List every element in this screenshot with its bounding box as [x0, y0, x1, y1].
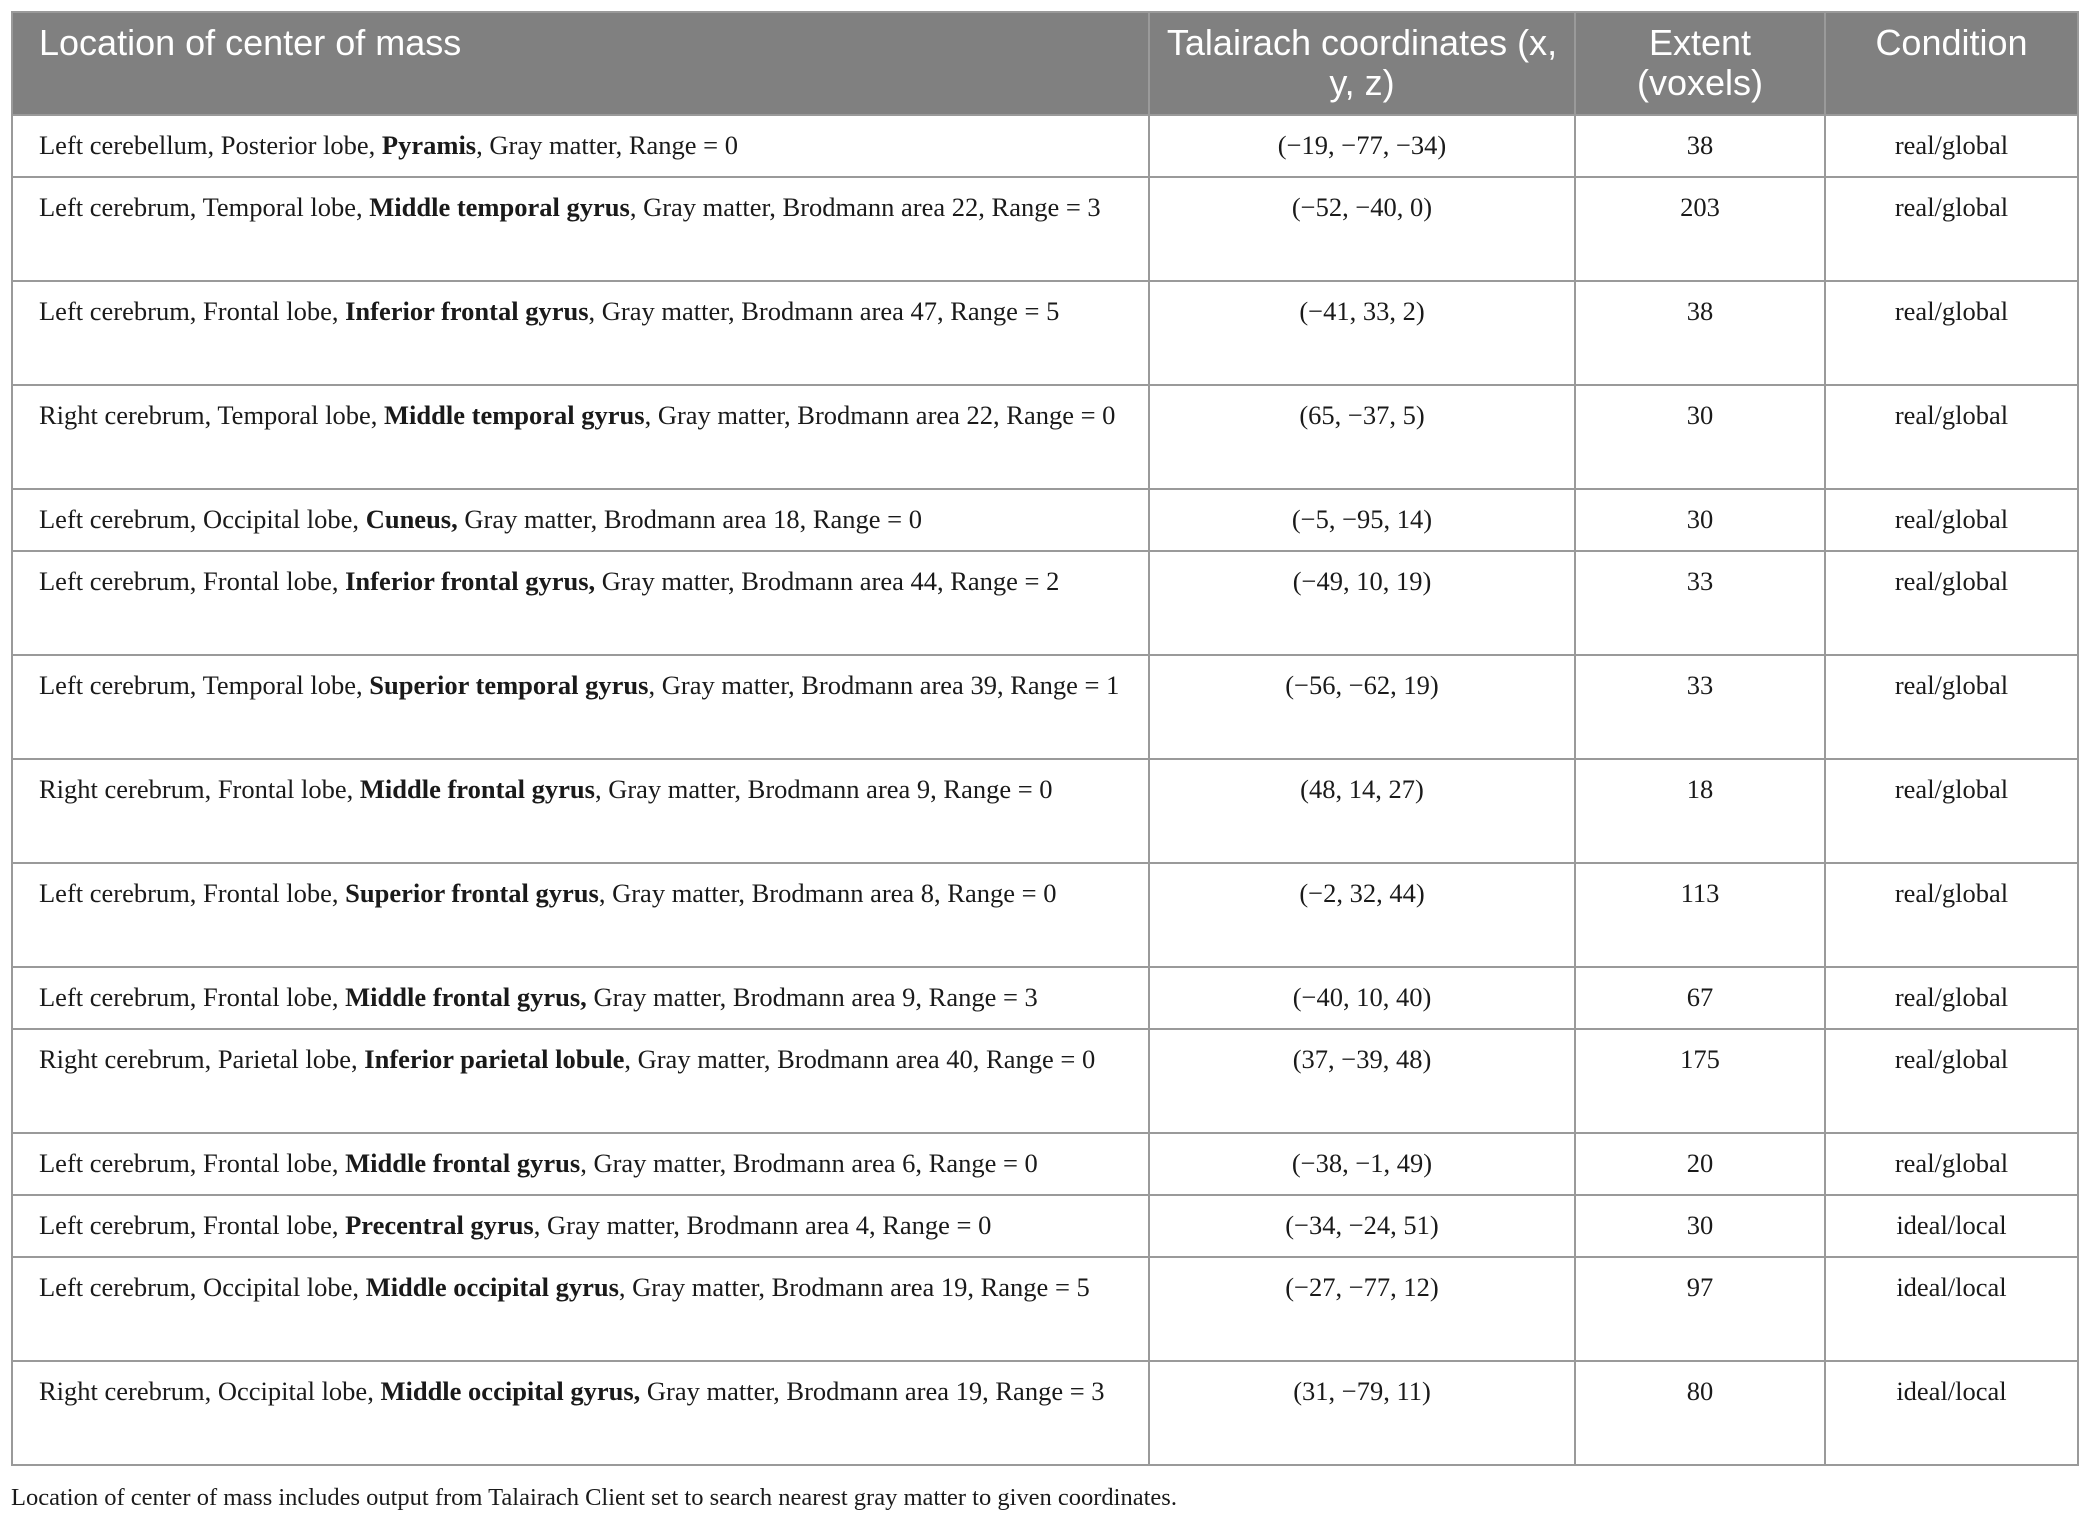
condition-cell: real/global	[1825, 863, 2078, 967]
table-row	[12, 385, 2078, 489]
condition-cell: real/global	[1825, 281, 2078, 385]
coordinates-cell: (31, −79, 11)	[1149, 1361, 1575, 1465]
extent-cell: 20	[1575, 1133, 1825, 1195]
location-cell: Left cerebrum, Frontal lobe, Inferior frontal gyrus, Gray matter, Brodmann area 44, Range = 2	[12, 551, 1149, 655]
condition-cell: real/global	[1825, 759, 2078, 863]
condition-cell: real/global	[1825, 967, 2078, 1029]
location-cell: Left cerebrum, Frontal lobe, Middle frontal gyrus, Gray matter, Brodmann area 9, Range = 3	[12, 967, 1149, 1029]
condition-cell: real/global	[1825, 115, 2078, 177]
extent-cell: 113	[1575, 863, 1825, 967]
location-cell: Right cerebrum, Temporal lobe, Middle temporal gyrus, Gray matter, Brodmann area 22, Range = 0	[12, 385, 1149, 489]
table-row	[12, 1029, 2078, 1133]
header-coordinates: Talairach coordinates (x, y, z)	[1149, 12, 1575, 115]
condition-cell: real/global	[1825, 489, 2078, 551]
table-row	[12, 967, 2078, 1029]
location-cell: Right cerebrum, Occipital lobe, Middle occipital gyrus, Gray matter, Brodmann area 19, Range = 3	[12, 1361, 1149, 1465]
coordinates-cell: (−38, −1, 49)	[1149, 1133, 1575, 1195]
extent-cell: 30	[1575, 489, 1825, 551]
results-table-container	[11, 11, 2077, 1466]
header-condition: Condition	[1825, 12, 2078, 115]
region-name: Inferior parietal lobule	[364, 1044, 625, 1074]
coordinates-cell: (65, −37, 5)	[1149, 385, 1575, 489]
region-name: Middle temporal gyrus	[369, 192, 630, 222]
extent-cell: 67	[1575, 967, 1825, 1029]
region-name: Middle occipital gyrus,	[380, 1376, 641, 1406]
condition-cell: real/global	[1825, 177, 2078, 281]
location-cell: Left cerebrum, Occipital lobe, Cuneus, Gray matter, Brodmann area 18, Range = 0	[12, 489, 1149, 551]
condition-cell: ideal/local	[1825, 1195, 2078, 1257]
location-cell: Left cerebrum, Frontal lobe, Precentral gyrus, Gray matter, Brodmann area 4, Range = 0	[12, 1195, 1149, 1257]
extent-cell: 38	[1575, 281, 1825, 385]
location-cell: Left cerebellum, Posterior lobe, Pyramis, Gray matter, Range = 0	[12, 115, 1149, 177]
table-footnote: Location of center of mass includes output from Talairach Client set to search nearest gray matter to given coordinates.	[11, 1484, 1177, 1511]
condition-cell: real/global	[1825, 1133, 2078, 1195]
table-row	[12, 655, 2078, 759]
coordinates-cell: (37, −39, 48)	[1149, 1029, 1575, 1133]
coordinates-cell: (−27, −77, 12)	[1149, 1257, 1575, 1361]
table-row	[12, 1361, 2078, 1465]
region-name: Precentral gyrus	[345, 1210, 534, 1240]
location-cell: Right cerebrum, Frontal lobe, Middle frontal gyrus, Gray matter, Brodmann area 9, Range = 0	[12, 759, 1149, 863]
condition-cell: ideal/local	[1825, 1361, 2078, 1465]
extent-cell: 30	[1575, 1195, 1825, 1257]
coordinates-cell: (−34, −24, 51)	[1149, 1195, 1575, 1257]
coordinates-cell: (−56, −62, 19)	[1149, 655, 1575, 759]
region-name: Middle frontal gyrus	[345, 1148, 581, 1178]
table-header-row	[12, 12, 2078, 115]
region-name: Middle frontal gyrus,	[345, 982, 587, 1012]
table-row	[12, 177, 2078, 281]
coordinates-cell: (−40, 10, 40)	[1149, 967, 1575, 1029]
extent-cell: 33	[1575, 551, 1825, 655]
region-name: Cuneus,	[365, 504, 458, 534]
extent-cell: 203	[1575, 177, 1825, 281]
location-cell: Left cerebrum, Frontal lobe, Superior frontal gyrus, Gray matter, Brodmann area 8, Range = 0	[12, 863, 1149, 967]
coordinates-cell: (−19, −77, −34)	[1149, 115, 1575, 177]
table-row	[12, 281, 2078, 385]
condition-cell: real/global	[1825, 551, 2078, 655]
location-cell: Right cerebrum, Parietal lobe, Inferior parietal lobule, Gray matter, Brodmann area 40, Range = 0	[12, 1029, 1149, 1133]
location-cell: Left cerebrum, Occipital lobe, Middle occipital gyrus, Gray matter, Brodmann area 19, Range = 5	[12, 1257, 1149, 1361]
header-location: Location of center of mass	[12, 12, 1149, 115]
extent-cell: 18	[1575, 759, 1825, 863]
condition-cell: real/global	[1825, 1029, 2078, 1133]
table-row	[12, 1195, 2078, 1257]
region-name: Inferior frontal gyrus	[345, 296, 589, 326]
region-name: Inferior frontal gyrus,	[345, 566, 596, 596]
location-cell: Left cerebrum, Frontal lobe, Inferior frontal gyrus, Gray matter, Brodmann area 47, Range = 5	[12, 281, 1149, 385]
table-row	[12, 489, 2078, 551]
table-row	[12, 551, 2078, 655]
region-name: Middle temporal gyrus	[384, 400, 645, 430]
table-row	[12, 1257, 2078, 1361]
table-row	[12, 863, 2078, 967]
region-name: Superior frontal gyrus	[345, 878, 599, 908]
region-name: Middle frontal gyrus	[359, 774, 595, 804]
region-name: Middle occipital gyrus	[365, 1272, 619, 1302]
coordinates-cell: (−49, 10, 19)	[1149, 551, 1575, 655]
coordinates-cell: (−41, 33, 2)	[1149, 281, 1575, 385]
region-name: Superior temporal gyrus	[369, 670, 649, 700]
coordinates-cell: (48, 14, 27)	[1149, 759, 1575, 863]
extent-cell: 30	[1575, 385, 1825, 489]
extent-cell: 80	[1575, 1361, 1825, 1465]
extent-cell: 38	[1575, 115, 1825, 177]
table-row	[12, 1133, 2078, 1195]
extent-cell: 97	[1575, 1257, 1825, 1361]
condition-cell: real/global	[1825, 385, 2078, 489]
condition-cell: ideal/local	[1825, 1257, 2078, 1361]
location-cell: Left cerebrum, Temporal lobe, Superior temporal gyrus, Gray matter, Brodmann area 39, Range = 1	[12, 655, 1149, 759]
condition-cell: real/global	[1825, 655, 2078, 759]
header-extent: Extent (voxels)	[1575, 12, 1825, 115]
region-name: Pyramis	[381, 130, 477, 160]
coordinates-cell: (−2, 32, 44)	[1149, 863, 1575, 967]
extent-cell: 33	[1575, 655, 1825, 759]
coordinates-cell: (−5, −95, 14)	[1149, 489, 1575, 551]
location-cell: Left cerebrum, Frontal lobe, Middle frontal gyrus, Gray matter, Brodmann area 6, Range = 0	[12, 1133, 1149, 1195]
location-cell: Left cerebrum, Temporal lobe, Middle temporal gyrus, Gray matter, Brodmann area 22, Range = 3	[12, 177, 1149, 281]
table-row	[12, 759, 2078, 863]
talairach-results-table	[11, 11, 2079, 1466]
coordinates-cell: (−52, −40, 0)	[1149, 177, 1575, 281]
extent-cell: 175	[1575, 1029, 1825, 1133]
table-row	[12, 115, 2078, 177]
